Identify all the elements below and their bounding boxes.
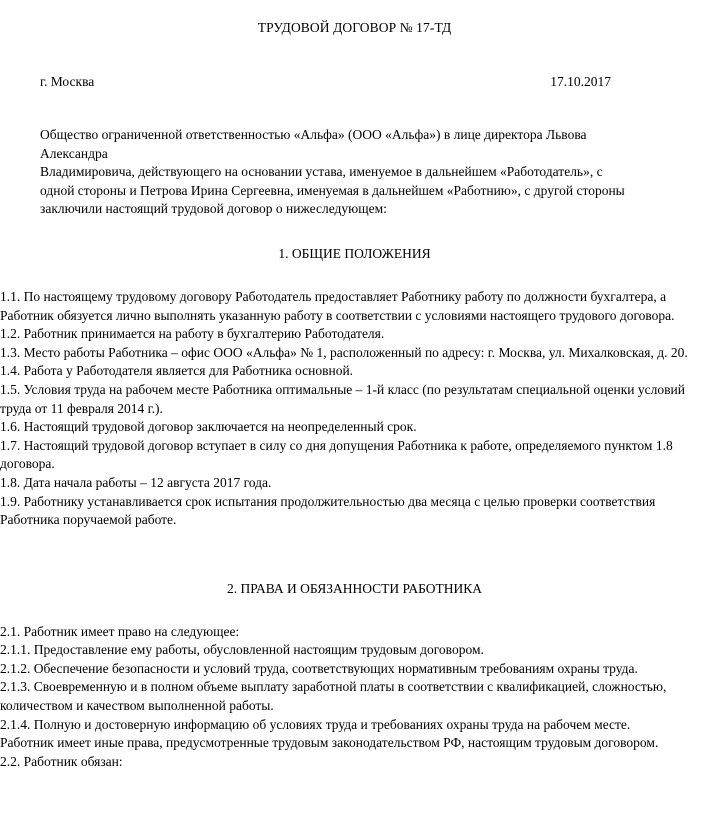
clause-item: 1.5. Условия труда на рабочем месте Работника оптимальные – 1-й класс (по результатам специальной оценки условий труда от 11 февраля 2014 г.).: [0, 381, 685, 416]
clause-item: 1.4. Работа у Работодателя является для Работника основной.: [0, 363, 354, 379]
section-heading-1: 1. ОБЩИЕ ПОЛОЖЕНИЯ: [278, 245, 431, 261]
clause-item: 2.1.1. Предоставление ему работы, обусловленной настоящим трудовым договором.: [0, 642, 484, 658]
clause-item: 1.7. Настоящий трудовой договор вступает в силу со дня допущения Работника к работе, определяемого пунктом 1.8 договора.: [0, 437, 673, 472]
clause-item: Работник имеет иные права, предусмотренные трудовым законодательством РФ, настоящим трудовым договором.: [0, 735, 659, 751]
city-label: г. Москва: [40, 74, 95, 89]
clause-item: 2.1.3. Своевременную и в полном объеме выплату заработной платы в соответствии с квалификацией, сложностью, количеством и качеством выполненной работы.: [0, 679, 667, 714]
document-title: ТРУДОВОЙ ДОГОВОР № 17-ТД: [257, 20, 452, 35]
clause-item: 2.1.2. Обеспечение безопасности и условий труда, соответствующих нормативным требованиям охраны труда.: [0, 660, 638, 676]
clause-item: 2.2. Работник обязан:: [0, 753, 123, 769]
section-heading-2: 2. ПРАВА И ОБЯЗАННОСТИ РАБОТНИКА: [227, 580, 482, 596]
clause-item: 1.2. Работник принимается на работу в бухгалтерию Работодателя.: [0, 326, 385, 342]
clause-item: 1.9. Работнику устанавливается срок испытания продолжительностью два месяца с целью проверки соответствия Работника поручаемой работе.: [0, 493, 656, 528]
section-1-clauses: [0, 288, 709, 530]
preamble-block: [0, 126, 709, 219]
preamble-line-1: Общество ограниченной ответственностью «Альфа» (ООО «Альфа») в лице директора Львова Александра: [40, 127, 587, 161]
clause-item: 1.6. Настоящий трудовой договор заключается на неопределенный срок.: [0, 419, 417, 435]
clause-item: 2.1. Работник имеет право на следующее:: [0, 623, 240, 639]
preamble-line-2: Владимировича, действующего на основании устава, именуемое в дальнейшем «Работодатель», с одной стороны и Петрова Ирина Сергеевна, именуемая в дальнейшем «Работнию», с другой стороны заключили настоящий трудовой договор о нижеследующем:: [40, 164, 625, 217]
clause-item: 1.3. Место работы Работника – офис ООО «Альфа» № 1, расположенный по адресу: г. Москва, ул. Михалковская, д. 20.: [0, 344, 688, 360]
clause-item: 1.1. По настоящему трудовому договору Работодатель предоставляет Работнику работу по должности бухгалтера, а Работник обязуется лично выполнять указанную работу в соответствии с условиями настоящего трудового договора.: [0, 288, 675, 323]
clause-item: 2.1.4. Полную и достоверную информацию об условиях труда и требованиях охраны труда на рабочем месте.: [0, 716, 631, 732]
date-label: 17.10.2017: [550, 74, 611, 89]
clause-item: 1.8. Дата начала работы – 12 августа 2017 года.: [0, 474, 272, 490]
document-meta-row: [0, 73, 709, 91]
section-2-clauses: [0, 623, 709, 772]
